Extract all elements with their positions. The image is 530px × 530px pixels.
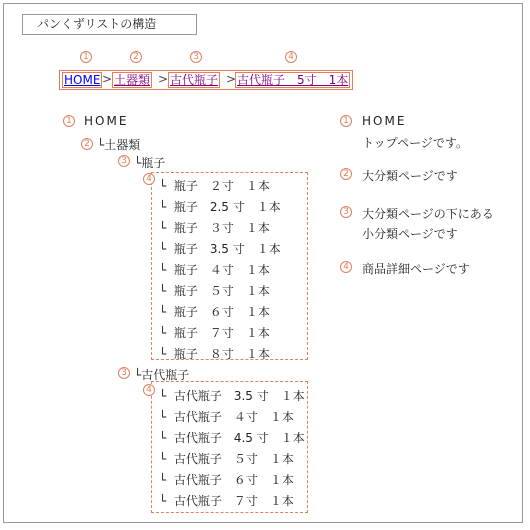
product-item: └ 瓶子 ４寸 １本 [159,263,270,277]
legend-3-line-2: 小分類ページです [362,227,458,241]
product-item: └ 瓶子 ３寸 １本 [159,221,270,235]
product-item: └ 古代瓶子 4.5 寸 １本 [159,431,305,445]
tree-num-4: 4 [143,173,155,185]
tree-category-doki: └土器類 [97,138,141,152]
breadcrumb-item-kodai-heishi[interactable] [168,72,220,88]
diagram-title [22,14,197,35]
breadcrumb-item-product[interactable] [235,72,350,88]
product-item: └ 瓶子 2.5 寸 １本 [159,200,281,214]
breadcrumb-link-home[interactable]: HOME [64,73,101,87]
breadcrumb-num-3: 3 [190,51,202,63]
legend-num-4: 4 [340,261,352,273]
breadcrumb-item-doki[interactable] [112,72,152,88]
product-item: └ 古代瓶子 ４寸 １本 [159,410,294,424]
tree-subcategory-kodai-heishi: └古代瓶子 [134,368,190,382]
breadcrumb-separator: > [226,72,237,86]
breadcrumb-num-1: 1 [80,51,92,63]
tree-num-3: 3 [118,155,130,167]
tree-num-3: 3 [118,367,130,379]
diagram-frame [3,3,523,523]
product-item: └ 瓶子 ２寸 １本 [159,179,270,193]
tree-home: HOME [84,114,129,128]
tree-subcategory-heishi: └瓶子 [134,156,166,170]
tree-num-2: 2 [81,138,93,150]
breadcrumb-num-4: 4 [285,51,297,63]
legend-num-3: 3 [340,206,352,218]
title-text: パンくずリストの構造 [37,17,157,31]
legend-4-line-1: 商品詳細ページです [362,262,470,276]
product-item: └ 瓶子 ６寸 １本 [159,305,270,319]
product-item: └ 古代瓶子 ５寸 １本 [159,452,294,466]
legend-2-line-1: 大分類ページです [362,169,458,183]
breadcrumb-item-home[interactable] [62,72,102,88]
legend-num-1: 1 [340,115,352,127]
product-item: └ 瓶子 ５寸 １本 [159,284,270,298]
legend-1-line-1: HOME [362,114,407,128]
product-item: └ 瓶子 3.5 寸 １本 [159,242,281,256]
breadcrumb-link-product[interactable]: 古代瓶子 5寸 1本 [237,73,349,87]
product-item: └ 瓶子 ７寸 １本 [159,326,270,340]
product-item: └ 瓶子 ８寸 １本 [159,347,270,361]
legend-num-2: 2 [340,168,352,180]
breadcrumb-link-doki[interactable]: 土器類 [114,73,151,87]
breadcrumb-num-2: 2 [130,51,142,63]
tree-num-1: 1 [63,115,75,127]
tree-num-4: 4 [143,384,155,396]
legend-1-line-2: トップページです。 [362,136,468,150]
breadcrumb-link-kodai-heishi[interactable]: 古代瓶子 [170,73,219,87]
product-item: └ 古代瓶子 ７寸 １本 [159,494,294,508]
breadcrumb-separator: > [102,72,113,86]
breadcrumb-separator: > [158,72,169,86]
legend-3-line-1: 大分類ページの下にある [362,207,494,221]
product-item: └ 古代瓶子 ６寸 １本 [159,473,294,487]
product-item: └ 古代瓶子 3.5 寸 １本 [159,389,305,403]
